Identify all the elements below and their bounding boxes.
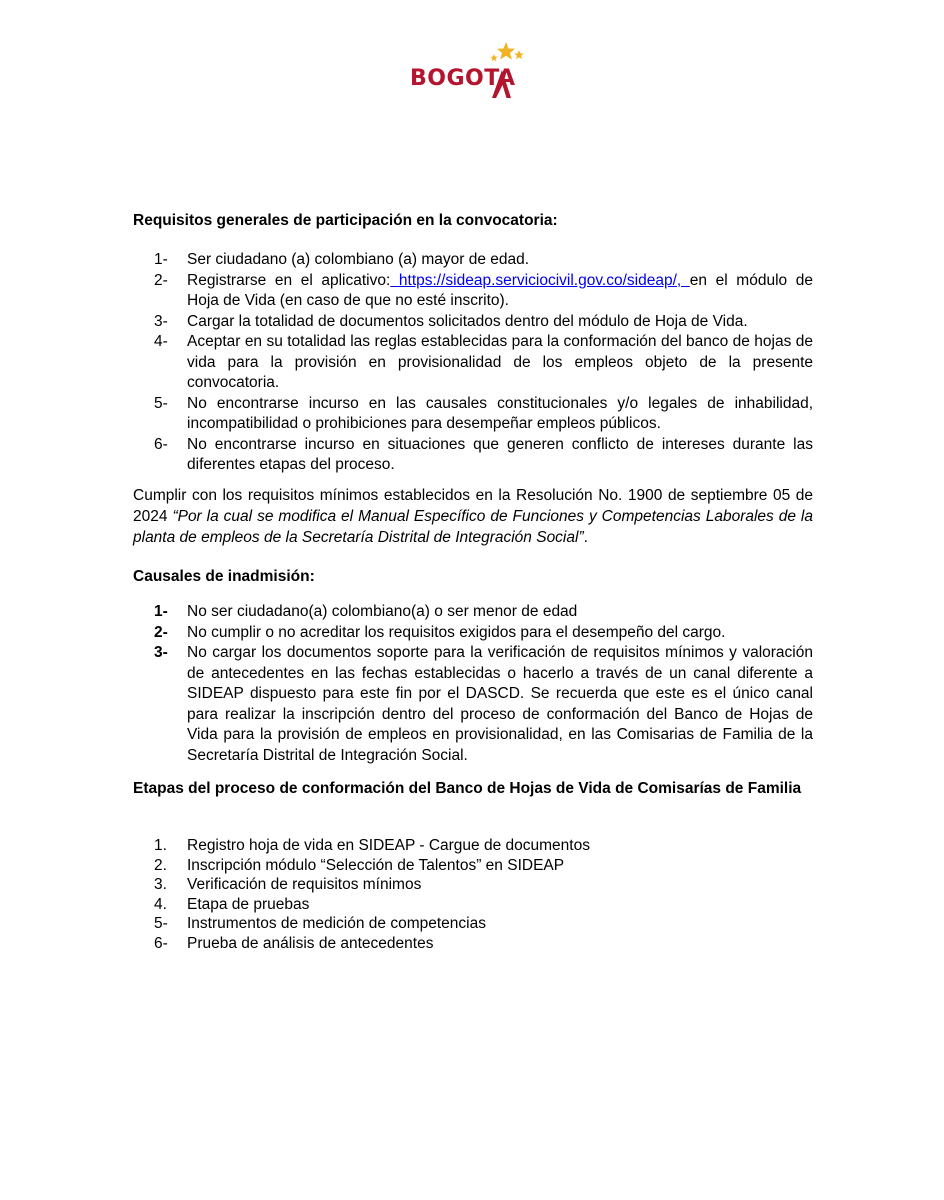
item-number: 3- [154, 644, 168, 661]
list-item [154, 934, 813, 954]
item-number: 4- [154, 333, 168, 350]
item-number: 5- [154, 394, 168, 412]
item-text: No ser ciudadano(a) colombiano(a) o ser menor de edad [187, 603, 578, 620]
item-text: Verificación de requisitos mínimos [187, 876, 422, 894]
list-item [154, 895, 813, 915]
item-text: Registro hoja de vida en SIDEAP - Cargue de documentos [187, 837, 590, 854]
item-text: Ser ciudadano (a) colombiano (a) mayor de edad. [187, 251, 530, 268]
bogota-logo [408, 40, 528, 102]
resolution-paragraph [133, 485, 813, 548]
list-item [154, 623, 813, 644]
item-text: Cargar la totalidad de documentos solicitados dentro del módulo de Hoja de Vida. [187, 312, 748, 330]
item-number: 1- [154, 251, 168, 268]
section-title-causales: Causales de inadmisión: [133, 568, 315, 585]
list-item [154, 394, 813, 435]
item-number: 2- [154, 623, 168, 641]
item-text: Aceptar en su totalidad las reglas establecidas para la conformación del banco de hojas de vida para la provisión en provisionalidad de los empleos objeto de la presente convocatoria. [187, 333, 813, 391]
item-text: No cargar los documentos soporte para la verificación de requisitos mínimos y valoración de antecedentes en las fechas establecidas o hacerlo a través de un canal diferente a SIDEAP dispuesto para este fin por el DASCD. Se recuerda que este es el único canal para realizar la inscripción dentro del proceso de conformación del Banco de Hojas de Vida para la provisión de empleos en provisionalidad, en las Comisarias de Familia de la Secretaría Distrital de Integración Social. [187, 644, 813, 764]
item-text: Inscripción módulo “Selección de Talentos” en SIDEAP [187, 856, 565, 874]
section-title-requisitos: Requisitos generales de participación en la convocatoria: [133, 212, 558, 229]
list-item [154, 875, 813, 895]
item-text-before-link: Registrarse en el aplicativo: [187, 271, 391, 289]
logo-wordmark: BOGOTA [410, 66, 516, 91]
list-item [154, 643, 813, 766]
item-text: Prueba de análisis de antecedentes [187, 934, 434, 952]
list-item [154, 836, 813, 856]
paragraph-tail: . [583, 529, 588, 546]
item-number: 5- [154, 915, 168, 933]
item-number: 1- [154, 603, 168, 620]
causales-list [154, 602, 813, 766]
item-number: 6- [154, 435, 168, 453]
paragraph-lead: Cumplir con los requisitos mínimos establecidos en la Resolución No. 1900 de septiembre 05 de 2024 [133, 487, 813, 525]
item-number: 2. [154, 856, 167, 874]
list-item [154, 271, 813, 312]
etapas-list [154, 836, 813, 954]
item-text: No cumplir o no acreditar los requisitos exigidos para el desempeño del cargo. [187, 623, 726, 641]
item-text: No encontrarse incurso en las causales constitucionales y/o legales de inhabilidad, incompatibilidad o prohibiciones para desempeñar empleos públicos. [187, 394, 813, 432]
list-item [154, 914, 813, 934]
item-text: No encontrarse incurso en situaciones que generen conflicto de intereses durante las diferentes etapas del proceso. [187, 435, 813, 473]
item-number: 6- [154, 934, 168, 952]
list-item [154, 856, 813, 876]
item-number: 4. [154, 895, 167, 913]
item-number: 2- [154, 271, 168, 289]
list-item [154, 435, 813, 476]
item-text-after-link: en el módulo de Hoja de Vida (en caso de que no esté inscrito). [187, 271, 813, 309]
list-item [154, 332, 813, 394]
list-item [154, 312, 813, 333]
item-text: Etapa de pruebas [187, 895, 310, 913]
list-item [154, 250, 813, 271]
list-item [154, 602, 813, 623]
item-number: 3- [154, 312, 168, 330]
sideap-link[interactable]: https://sideap.serviciocivil.gov.co/sideap/, [390, 271, 690, 289]
item-text: Instrumentos de medición de competencias [187, 915, 486, 933]
section-title-etapas: Etapas del proceso de conformación del Banco de Hojas de Vida de Comisarías de Familia [133, 780, 802, 797]
requisitos-list [154, 250, 813, 476]
item-number: 1. [154, 837, 167, 854]
paragraph-quote: “Por la cual se modifica el Manual Específico de Funciones y Competencias Laborales de la planta de empleos de la Secretaría Distrital de Integración Social” [133, 508, 813, 546]
item-number: 3. [154, 876, 167, 894]
